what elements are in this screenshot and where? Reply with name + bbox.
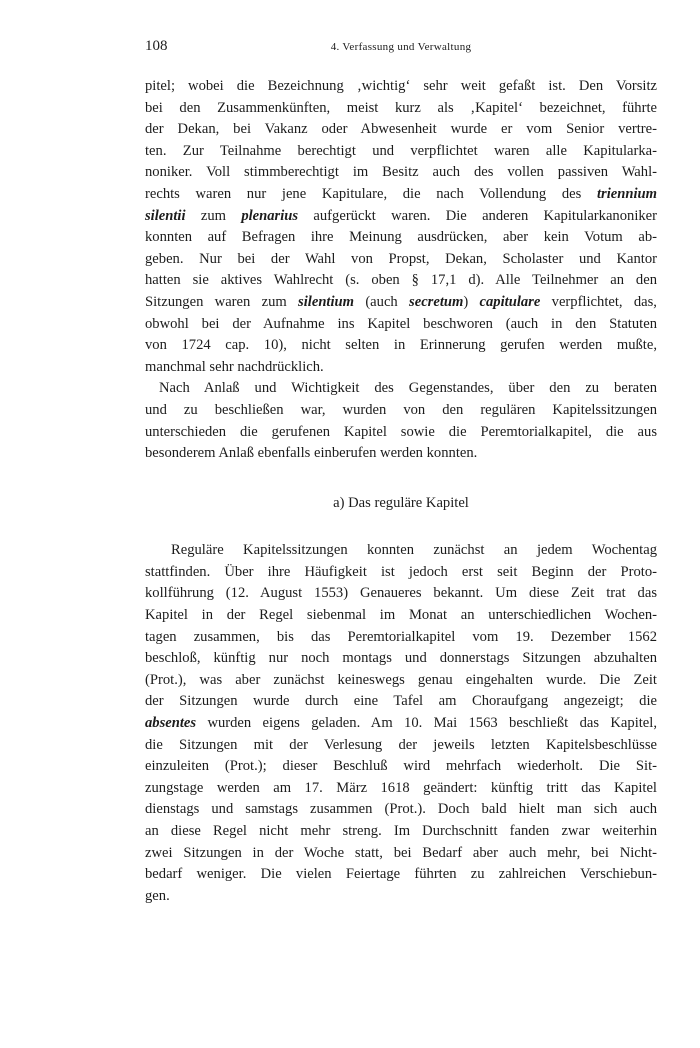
latin-term: absentes — [145, 715, 197, 732]
text-line: silentii zum plenarius aufgerückt waren. Die anderen Kapitularkanoniker — [145, 207, 658, 224]
latin-term: capitulare — [479, 293, 541, 310]
paragraph-1 — [145, 76, 657, 378]
text-line: hatten sie aktives Wahlrecht (s. oben § 17,1 d). Alle Teilnehmer an den — [145, 272, 657, 289]
latin-term: secretum — [409, 293, 464, 310]
text-line: Kapitel in der Regel siebenmal im Monat an unterschiedlichen Wochen- — [145, 607, 657, 624]
text-line: besonderem Anlaß ebenfalls einberufen werden konnten. — [145, 445, 478, 462]
text-line: beschloß, künftig nur noch montags und donnerstags Sitzungen abzuhalten — [145, 650, 657, 667]
text-line: (Prot.), was aber zunächst keineswegs genau eingehalten wurde. Die Zeit — [145, 671, 657, 688]
text-line: absentes wurden eigens geladen. Am 10. Mai 1563 beschließt das Kapitel, — [145, 715, 657, 732]
text-line: dienstags und samstags zusammen (Prot.). Doch bald hielt man sich auch — [145, 801, 657, 818]
latin-term: silentii — [145, 207, 186, 224]
text-line: die Sitzungen mit der Verlesung der jeweils letzten Kapitelsbeschlüsse — [145, 736, 657, 753]
text-line: bei den Zusammenkünften, meist kurz als ‚Kapitel‘ bezeichnet, führte — [145, 99, 657, 116]
page-header — [145, 38, 657, 62]
text-line: bedarf weniger. Die vielen Feiertage führten zu zahlreichen Verschiebun- — [145, 866, 657, 883]
latin-term: plenarius — [241, 207, 299, 224]
text-line: Reguläre Kapitelssitzungen konnten zunächst an jedem Wochentag — [171, 542, 657, 559]
text-line: und zu beschließen war, wurden von den regulären Kapitelssitzungen — [145, 401, 657, 418]
latin-term: silentium — [298, 293, 355, 310]
text-line: Sitzungen waren zum silentium (auch secretum) capitulare verpflichtet, das, — [145, 293, 657, 310]
text-line: von 1724 cap. 10), nicht selten in Erinnerung gerufen werden mußte, — [145, 337, 657, 354]
text-line: zwei Sitzungen in der Woche statt, bei Bedarf aber auch mehr, bei Nicht- — [145, 844, 657, 861]
text-line: der Sitzungen wurde durch eine Tafel am Choraufgang angezeigt; die — [145, 693, 657, 710]
running-head: 4. Verfassung und Verwaltung — [330, 41, 472, 53]
text-line: gen. — [145, 887, 170, 904]
text-line: rechts waren nur jene Kapitulare, die nach Vollendung des triennium — [145, 185, 657, 202]
latin-term: triennium — [596, 185, 657, 202]
text-line: geben. Nur bei der Wahl von Propst, Dekan, Scholaster und Kantor — [145, 250, 657, 267]
text-line: stattfinden. Über ihre Häufigkeit ist jedoch erst seit Beginn der Proto- — [145, 563, 657, 580]
text-line: an diese Regel nicht mehr streng. Im Durchschnitt fanden zwar weiterhin — [145, 823, 657, 839]
text-line: kollführung (12. August 1553) Genaueres bekannt. Um diese Zeit trat das — [145, 585, 657, 602]
paragraph-3 — [145, 540, 657, 907]
text-line: unterschieden die gerufenen Kapitel sowie die Peremtorialkapitel, die aus — [145, 423, 657, 440]
text-line: obwohl bei der Aufnahme ins Kapitel beschworen (auch in den Statuten — [145, 315, 657, 332]
page-number: 108 — [145, 38, 168, 54]
text-line: manchmal sehr nachdrücklich. — [145, 358, 324, 375]
text-line: konnten auf Befragen ihre Meinung ausdrücken, aber kein Votum ab- — [145, 229, 657, 246]
text-line: Nach Anlaß und Wichtigkeit des Gegenstandes, über den zu beraten — [159, 380, 657, 397]
text-line: noniker. Voll stimmberechtigt im Besitz auch des vollen passiven Wahl- — [145, 164, 657, 181]
text-line: tagen zusammen, bis das Peremtorialkapitel vom 19. Dezember 1562 — [145, 628, 657, 645]
text-line: einzuleiten (Prot.); dieser Beschluß wird mehrfach wiederholt. Die Sit- — [145, 758, 657, 775]
paragraph-2 — [145, 378, 657, 464]
text-line: der Dekan, bei Vakanz oder Abwesenheit wurde er vom Senior vertre- — [145, 121, 657, 138]
section-heading: a) Das reguläre Kapitel — [333, 494, 469, 511]
text-line: pitel; wobei die Bezeichnung ‚wichtig‘ sehr weit gefaßt ist. Den Vorsitz — [145, 78, 657, 94]
text-line: ten. Zur Teilnahme berechtigt und verpflichtet waren alle Kapitularka- — [145, 142, 657, 159]
body-text — [145, 76, 657, 907]
text-line: zungstage werden am 17. März 1618 geändert: künftig tritt das Kapitel — [145, 779, 657, 796]
